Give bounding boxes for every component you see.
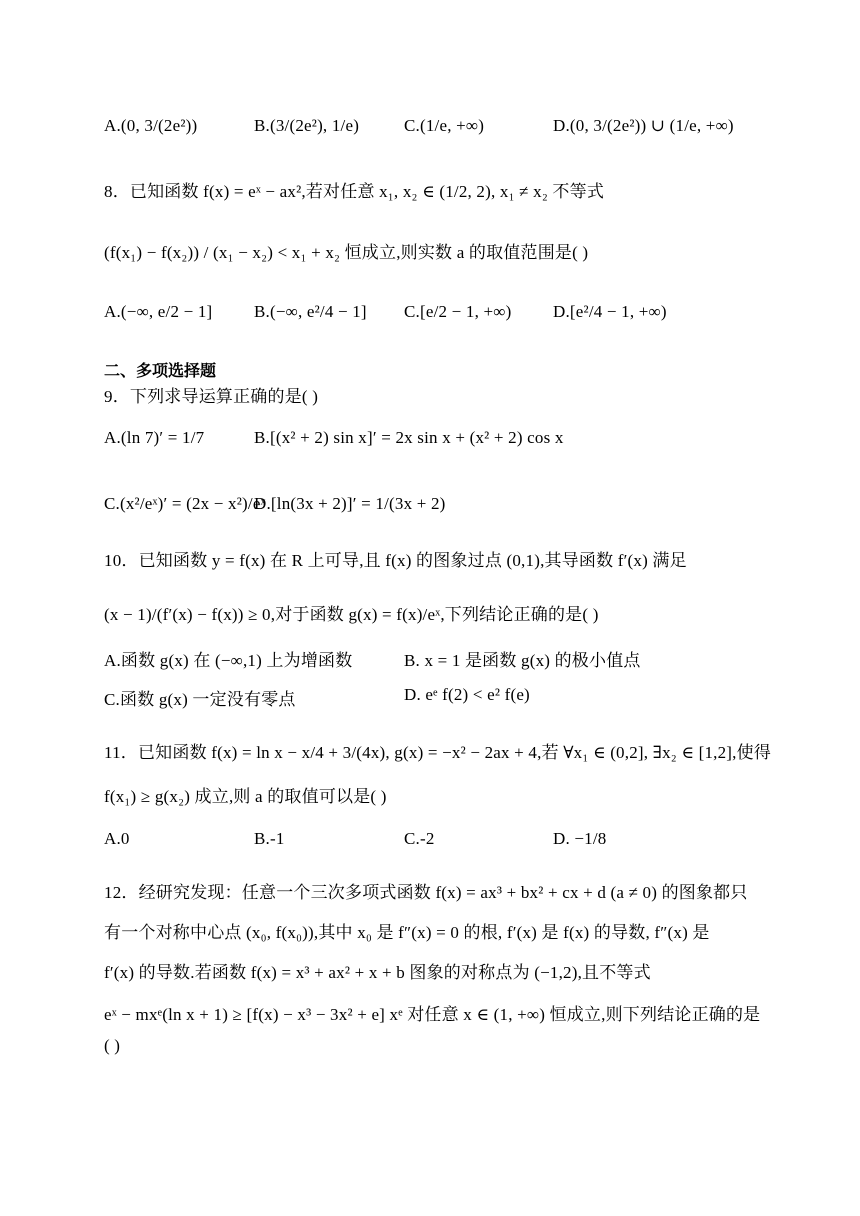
q10-line-2: (x − 1)/(f′(x) − f(x)) ≥ 0,对于函数 g(x) = f(x)/eˣ,下列结论正确的是( ) [104, 605, 599, 624]
q10-option-d: D. eᵉ f(2) < e² f(e) [404, 685, 530, 704]
q11-option-d: D. −1/8 [553, 829, 607, 848]
q10-option-a: A.函数 g(x) 在 (−∞,1) 上为增函数 [104, 651, 353, 670]
q11-line-2: f(x₁) ≥ g(x₂) 成立,则 a 的取值可以是( ) [104, 787, 387, 806]
q9-option-b: B.[(x² + 2) sin x]′ = 2x sin x + (x² + 2) cos x [254, 428, 564, 447]
q7-option-d: D.(0, 3/(2e²)) ∪ (1/e, +∞) [553, 116, 734, 135]
q8-option-c: C.[e/2 − 1, +∞) [404, 302, 512, 321]
q7-option-a: A.(0, 3/(2e²)) [104, 116, 198, 135]
q7-option-c: C.(1/e, +∞) [404, 116, 485, 135]
q12-line-3: f′(x) 的导数.若函数 f(x) = x³ + ax² + x + b 图象的对称点为 (−1,2),且不等式 [104, 963, 651, 982]
q7-option-b: B.(3/(2e²), 1/e) [254, 116, 360, 135]
q9-option-d: D.[ln(3x + 2)]′ = 1/(3x + 2) [254, 494, 446, 513]
q10-option-c: C.函数 g(x) 一定没有零点 [104, 690, 296, 709]
q11-option-b: B.-1 [254, 829, 285, 848]
q9-option-a: A.(ln 7)′ = 1/7 [104, 428, 205, 447]
q10-option-b: B. x = 1 是函数 g(x) 的极小值点 [404, 651, 641, 670]
q11-option-c: C.-2 [404, 829, 435, 848]
q8-option-a: A.(−∞, e/2 − 1] [104, 302, 213, 321]
q11-line-1: 11．已知函数 f(x) = ln x − x/4 + 3/(4x), g(x) = −x² − 2ax + 4,若 ∀x₁ ∈ (0,2], ∃x₂ ∈ [1,2],使得 [104, 743, 772, 762]
q9-option-c: C.(x²/eˣ)′ = (2x − x²)/eˣ [104, 494, 266, 513]
section-title: 二、多项选择题 [104, 361, 217, 380]
q8-line-2: (f(x₁) − f(x₂)) / (x₁ − x₂) < x₁ + x₂ 恒成立,则实数 a 的取值范围是( ) [104, 243, 589, 262]
q12-line-5: ( ) [104, 1036, 121, 1055]
q12-line-2: 有一个对称中心点 (x₀, f(x₀)),其中 x₀ 是 f″(x) = 0 的根, f′(x) 是 f(x) 的导数, f″(x) 是 [104, 923, 710, 942]
q8-option-b: B.(−∞, e²/4 − 1] [254, 302, 367, 321]
q11-option-a: A.0 [104, 829, 130, 848]
q12-line-4: eˣ − mxᵉ(ln x + 1) ≥ [f(x) − x³ − 3x² + e] xᵉ 对任意 x ∈ (1, +∞) 恒成立,则下列结论正确的是 [104, 1005, 761, 1024]
q8-line-1: 8．已知函数 f(x) = eˣ − ax²,若对任意 x₁, x₂ ∈ (1/2, 2), x₁ ≠ x₂ 不等式 [104, 182, 605, 201]
q10-line-1: 10．已知函数 y = f(x) 在 R 上可导,且 f(x) 的图象过点 (0,1),其导函数 f′(x) 满足 [104, 551, 687, 570]
q12-line-1: 12．经研究发现：任意一个三次多项式函数 f(x) = ax³ + bx² + cx + d (a ≠ 0) 的图象都只 [104, 883, 748, 902]
q8-option-d: D.[e²/4 − 1, +∞) [553, 302, 667, 321]
q9-stem: 9．下列求导运算正确的是( ) [104, 387, 319, 406]
